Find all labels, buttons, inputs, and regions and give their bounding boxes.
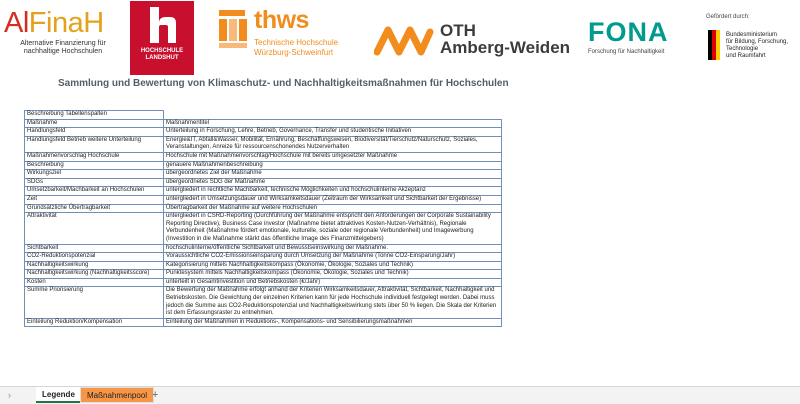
alfinah-tagline: [4, 40, 122, 56]
legend-key-cell[interactable]: Kosten: [25, 278, 164, 287]
legend-value-cell[interactable]: Einteilung der Maßnahmen in Reduktions-, Kompensations- und Sensibilierungsmaßnahmen: [164, 318, 502, 327]
alfinah-wordmark: [4, 8, 122, 38]
legend-key-cell[interactable]: Summe Priorisierung: [25, 287, 164, 318]
legend-row: [25, 261, 502, 270]
legend-value-cell[interactable]: genauere Maßnahmenbeschreibung: [164, 161, 502, 170]
tab-legende[interactable]: Legende: [36, 387, 81, 403]
landshut-label: [130, 48, 194, 62]
legend-row: [25, 170, 502, 179]
thws-line1: Technische Hochschule: [254, 38, 339, 47]
page-title: Sammlung und Bewertung von Klimaschutz- und Nachhaltigkeitsmaßnahmen für Hochschulen: [58, 78, 509, 89]
federal-eagle-flag-icon: [708, 30, 722, 60]
legend-key-cell[interactable]: Handlungsfeld Betrieb weitere Unterteilung: [25, 136, 164, 152]
legend-value-cell[interactable]: Voraussichtliche CO2-Emissionseinsparung durch Umsetzung der Maßnahme (Tonne CO2-Einsparung/Jahr): [164, 253, 502, 262]
tab-massnahmenpool[interactable]: Maßnahmenpool: [80, 387, 154, 403]
legend-value-cell[interactable]: untergliedert in rechtliche Machbarkeit, technische Möglichkeiten und hochschulinterne Akzeptanz: [164, 187, 502, 196]
legend-value-cell[interactable]: unterteilt in Gesamtinvestition und Betriebskosten (€/Jahr): [164, 278, 502, 287]
legend-key-cell[interactable]: Beschreibung: [25, 161, 164, 170]
legend-key-cell[interactable]: Umsetzbarkeit/Machbarkeit an Hochschulen: [25, 187, 164, 196]
legend-row: [25, 136, 502, 152]
legend-value-cell[interactable]: Energie&IT, Abfall&Wasser, Mobilität, Ernährung, Beschaffungswesen, Biodiversität/Tierschutz/Naturschutz, Soziales, Veranstaltungen, Anreize für ressourcenschonendes Nutzerverhalten: [164, 136, 502, 152]
legend-row: [25, 178, 502, 187]
fona-wordmark: FONA: [588, 17, 669, 47]
legend-value-cell[interactable]: übergeordnetes Ziel der Maßnahme: [164, 170, 502, 179]
sheet-tab-bar: [0, 386, 800, 404]
legend-key-cell[interactable]: Maßnahmenvorschlag Hochschule: [25, 152, 164, 161]
legend-row: [25, 213, 502, 244]
bmbf-name: [726, 32, 798, 60]
oth-amberg-weiden-logo: [374, 22, 574, 58]
oth-wordmark: [440, 22, 570, 56]
legend-value-cell[interactable]: untergliedert in CSRD-Reporting (Durchführung der Maßnahme entspricht den Anforderungen der Corporate Sustainability Reporting Directive), Business Case investor (Maßnahme bietet attraktives Kosten-Nutzen-Verhältnis), Regionale Verbundenheit (Maßnahme fördert emotionale, kulturelle, soziale oder regionale Verbundenheit) und Imagewerbung (Investition in die Maßnahme stärkt das öffentliche Image des Finanzmittelgebers): [164, 213, 502, 244]
legend-value-cell[interactable]: Übertragbarkeit der Maßnahme auf weitere Hochschulen: [164, 204, 502, 213]
legend-value-cell[interactable]: Die Bewertung der Maßnahme erfolgt anhand der Kriterien Wirksamkeitsdauer, Attraktivität, Sichtbarkeit, Nachhaltigkeit und Betriebskosten. Die Gewichtung der einzelnen Kriterien kann für jede Hochschule individuell festgelegt werden. Dabei muss jedoch die Summe aus CO2-Reduktionspotenzial und Nachhaltigkeitswirkung stets über 50 % liegen. Die Skala der Kriterien ist dem Erfassungsraster zu entnehmen.: [164, 287, 502, 318]
landshut-h-mark-icon: [130, 1, 194, 75]
thws-mark-icon: [216, 8, 250, 52]
bmbf-logo: [706, 14, 798, 74]
legend-row: [25, 128, 502, 137]
legend-row: [25, 318, 502, 327]
legend-row: [25, 278, 502, 287]
legend-key-cell[interactable]: Zeit: [25, 195, 164, 204]
legend-key-cell[interactable]: Handlungsfeld: [25, 128, 164, 137]
alfinah-tagline-line1: Alternative Finanzierung für: [20, 40, 106, 47]
legend-value-cell[interactable]: Unterteilung in Forschung, Lehre, Betrieb, Governance, Transfer und studentische Initiativen: [164, 128, 502, 137]
legend-header-row: [25, 111, 502, 120]
fona-logo: [588, 18, 678, 64]
legend-row: [25, 187, 502, 196]
legend-row: [25, 287, 502, 318]
alfinah-tagline-line2: nachhaltige Hochschulen: [23, 48, 103, 55]
legend-header-cell[interactable]: Beschreibung Tabellenspalten: [25, 111, 164, 120]
legend-table: [24, 110, 502, 327]
alfinah-logo: [4, 8, 122, 56]
legend-key-cell[interactable]: CO2-Reduktionspotenzial: [25, 253, 164, 262]
sheet-nav-arrow-icon[interactable]: ›: [8, 390, 11, 400]
legend-value-cell[interactable]: Kategorisierung mittels Nachhaltigkeitskompass (Ökonomie, Ökologie, Soziales und Technik): [164, 261, 502, 270]
legend-row: [25, 119, 502, 128]
alfinah-al: Al: [4, 7, 29, 39]
legend-row: [25, 253, 502, 262]
legend-row: [25, 270, 502, 279]
legend-key-cell[interactable]: Attraktivität: [25, 213, 164, 244]
legend-key-cell[interactable]: Nachhaltigkeitswirkung: [25, 261, 164, 270]
oth-line2: Amberg-Weiden: [440, 38, 571, 57]
legend-key-cell[interactable]: Nachhaltigkeitswirkung (Nachhaltigkeitsscore): [25, 270, 164, 279]
legend-row: [25, 204, 502, 213]
thws-logo: [216, 8, 366, 68]
legend-row: [25, 152, 502, 161]
legend-key-cell[interactable]: Grundsätzliche Übertragbarkeit: [25, 204, 164, 213]
legend-value-cell[interactable]: Hochschule mit Maßnahmenvorschlag/Hochschule mit bereits umgesetzter Maßnahme: [164, 152, 502, 161]
legend-value-cell[interactable]: hochschulinterne/öffentliche Sichtbarkeit und Bewusstseinswirkung der Maßnahme.: [164, 244, 502, 253]
legend-key-cell[interactable]: Sichtbarkeit: [25, 244, 164, 253]
bmbf-line2: für Bildung, Forschung, Technologie: [726, 39, 789, 52]
legend-row: [25, 161, 502, 170]
legend-key-cell[interactable]: Einteilung Reduktion/Kompensation: [25, 318, 164, 327]
logo-banner: [0, 0, 800, 78]
legend-value-cell[interactable]: Maßnahmentitel: [164, 119, 502, 128]
oth-line1: OTH: [440, 21, 476, 40]
legend-key-cell[interactable]: Maßnahme: [25, 119, 164, 128]
fona-subtitle: Forschung für Nachhaltigkeit: [588, 49, 665, 55]
legend-key-cell[interactable]: Wirkungsziel: [25, 170, 164, 179]
thws-line2: Würzburg-Schweinfurt: [254, 48, 334, 57]
legend-header-blank-cell[interactable]: [164, 111, 502, 120]
legend-row: [25, 244, 502, 253]
landshut-line1: HOCHSCHULE: [140, 48, 184, 54]
legend-value-cell[interactable]: übergeordnetes SDG der Maßnahme: [164, 178, 502, 187]
bmbf-line3: und Raumfahrt: [726, 53, 766, 59]
bmbf-funded-by: Gefördert durch:: [706, 14, 750, 20]
legend-key-cell[interactable]: SDGs: [25, 178, 164, 187]
add-sheet-icon[interactable]: +: [152, 389, 159, 401]
oth-wave-icon: [374, 22, 434, 58]
thws-wordmark: thws: [254, 6, 309, 34]
alfinah-rest: FinaH: [28, 7, 104, 39]
hochschule-landshut-logo: [130, 1, 194, 75]
bmbf-line1: Bundesministerium: [726, 32, 778, 38]
legend-value-cell[interactable]: untergliedert in Umsetzungsdauer und Wirksamkeitsdauer (Zeitraum der Wirksamkeit und Sichtbarkeit der Ergebnisse): [164, 195, 502, 204]
thws-subtitle: [254, 38, 338, 58]
landshut-line2: LANDSHUT: [145, 55, 179, 61]
legend-row: [25, 195, 502, 204]
legend-value-cell[interactable]: Punktesystem mittels Nachhaltigkeitskompass (Ökonomie, Ökologie, Soziales und Technik): [164, 270, 502, 279]
